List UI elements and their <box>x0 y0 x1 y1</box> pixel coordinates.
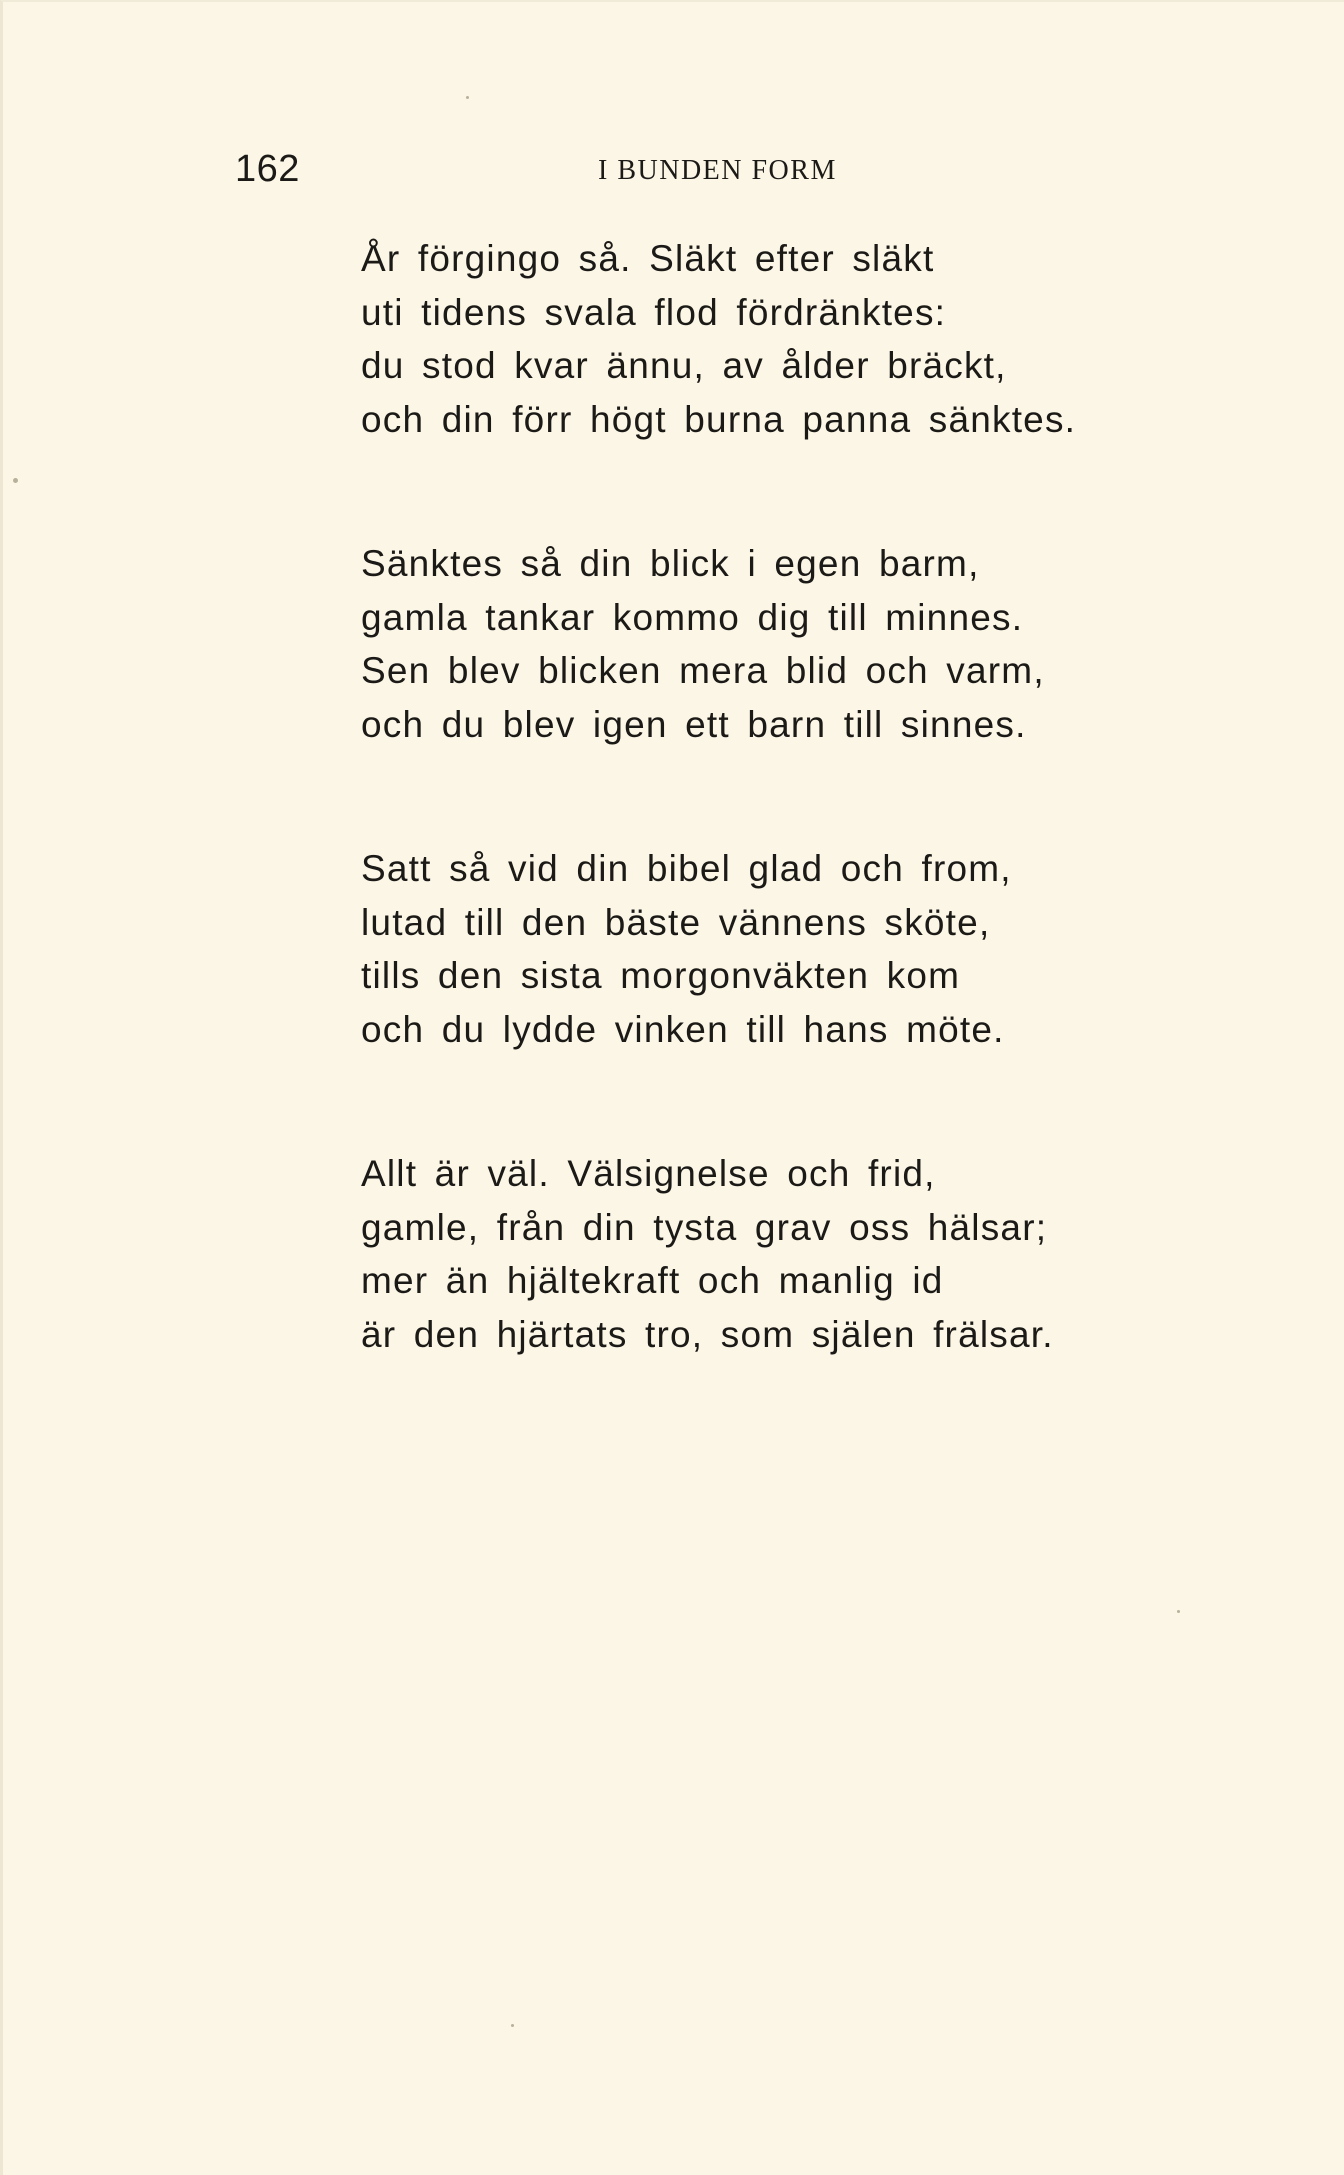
poem-line: mer än hjältekraft och manlig id <box>361 1260 944 1301</box>
stanza-3 <box>361 842 1261 1056</box>
poem <box>361 232 1261 1452</box>
paper-speck <box>13 478 18 483</box>
poem-line: Satt så vid din bibel glad och from, <box>361 848 1012 889</box>
paper-speck <box>466 96 469 99</box>
stanza-4 <box>361 1147 1261 1361</box>
stanza-2 <box>361 537 1261 751</box>
poem-line: gamla tankar kommo dig till minnes. <box>361 596 1024 638</box>
paper-speck <box>1177 1610 1180 1613</box>
poem-line: och du blev igen ett barn till sinnes. <box>361 703 1027 745</box>
poem-line: År förgingo så. Släkt efter släkt <box>361 238 935 279</box>
poem-line: är den hjärtats tro, som själen frälsar. <box>361 1313 1054 1355</box>
page-number: 162 <box>235 148 300 190</box>
poem-line: gamle, från din tysta grav oss hälsar; <box>361 1206 1048 1248</box>
running-head: I BUNDEN FORM <box>598 155 837 186</box>
poem-line: tills den sista morgonväkten kom <box>361 955 961 996</box>
poem-line: och du lydde vinken till hans möte. <box>361 1008 1005 1050</box>
paper-speck <box>511 2024 514 2027</box>
poem-line: Sänktes så din blick i egen barm, <box>361 543 980 584</box>
stanza-1 <box>361 232 1261 446</box>
poem-line: uti tidens svala flod fördränktes: <box>361 291 947 333</box>
poem-line: du stod kvar ännu, av ålder bräckt, <box>361 345 1007 386</box>
poem-line: och din förr högt burna panna sänktes. <box>361 398 1077 440</box>
poem-line: Allt är väl. Välsignelse och frid, <box>361 1153 936 1194</box>
poem-line: Sen blev blicken mera blid och varm, <box>361 650 1045 691</box>
poem-line: lutad till den bäste vännens sköte, <box>361 901 991 943</box>
